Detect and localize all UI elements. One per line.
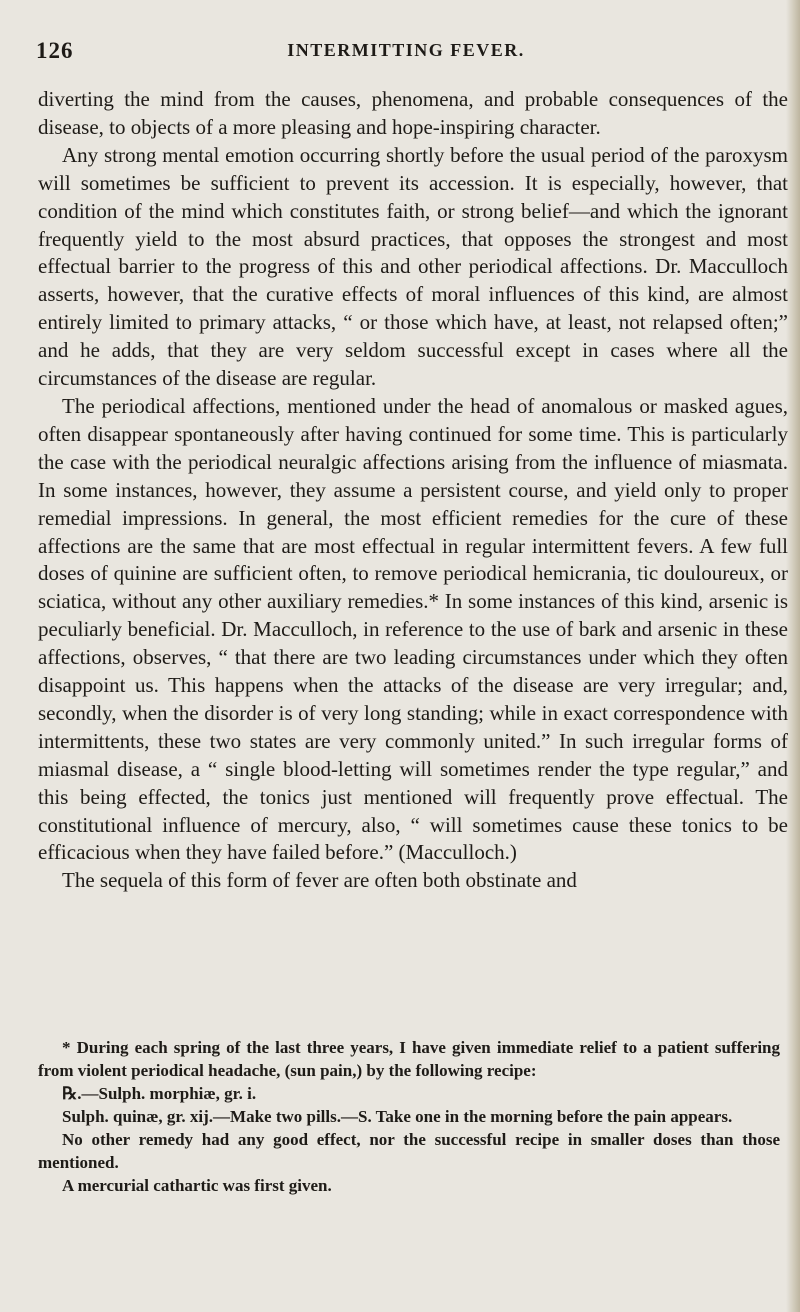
footnotes [38, 1036, 780, 1197]
paragraph: The sequela of this form of fever are often both obstinate and [62, 868, 577, 893]
running-title: INTERMITTING FEVER. [287, 40, 525, 60]
paragraph: diverting the mind from the causes, phenomena, and probable consequences of the disease, to objects of a more pleasing and hope-inspiring character. [38, 87, 788, 139]
body-text [38, 86, 788, 895]
footnote: A mercurial cathartic was first given. [62, 1176, 332, 1195]
page-edge [786, 0, 800, 1312]
footnote-recipe-line: ℞.—Sulph. morphiæ, gr. i. [62, 1084, 257, 1103]
footnote: * During each spring of the last three years, I have given immediate relief to a patient suffering from violent periodical headache, (sun pain,) by the following recipe: [38, 1038, 780, 1080]
footnote: No other remedy had any good effect, nor the successful recipe in smaller doses than those mentioned. [38, 1130, 780, 1172]
paragraph: The periodical affections, mentioned under the head of anomalous or masked agues, often disappear spontaneously after having continued for some time. This is particularly the case with the periodical neuralgic affections arising from the influence of miasmata. In some instances, however, they assume a persistent course, and yield only to proper remedial impressions. In general, the most efficient remedies for the cure of these affections are the same that are most effectual in regular intermittent fevers. A few full doses of quinine are sufficient often, to remove periodical hemicrania, tic douloureux, or sciatica, without any other auxiliary remedies.* In some instances of this kind, arsenic is peculiarly beneficial. Dr. Macculloch, in reference to the use of bark and arsenic in these affections, observes, “ that there are two leading circumstances under which they often disappoint us. This happens when the attacks of the disease are very irregular; and, secondly, when the disorder is of very long standing; while in exact correspondence with intermittents, these two states are very commonly united.” In such irregular forms of miasmal disease, a “ single blood-letting will sometimes render the type regular,” and this being effected, the tonics just mentioned will frequently prove effectual. The constitutional influence of mercury, also, “ will sometimes cause these tonics to be efficacious when they have failed before.” (Macculloch.) [38, 393, 788, 865]
paragraph: Any strong mental emotion occurring shortly before the usual period of the paroxysm will sometimes be sufficient to prevent its accession. It is especially, however, that condition of the mind which constitutes faith, or strong belief—and which the ignorant frequently yield to the most absurd practices, that opposes the strongest and most effectual barrier to the progress of this and other periodical affections. Dr. Macculloch asserts, however, that the curative effects of moral influences of this kind, are almost entirely limited to primary attacks, “ or those which have, at least, not relapsed often;” and he adds, that they are very seldom successful except in cases where all the circumstances of the disease are regular. [38, 142, 788, 391]
page-header [36, 38, 776, 70]
page-number: 126 [36, 38, 74, 63]
footnote-recipe-line: Sulph. quinæ, gr. xij.—Make two pills.—S. Take one in the morning before the pain appears. [62, 1107, 733, 1126]
